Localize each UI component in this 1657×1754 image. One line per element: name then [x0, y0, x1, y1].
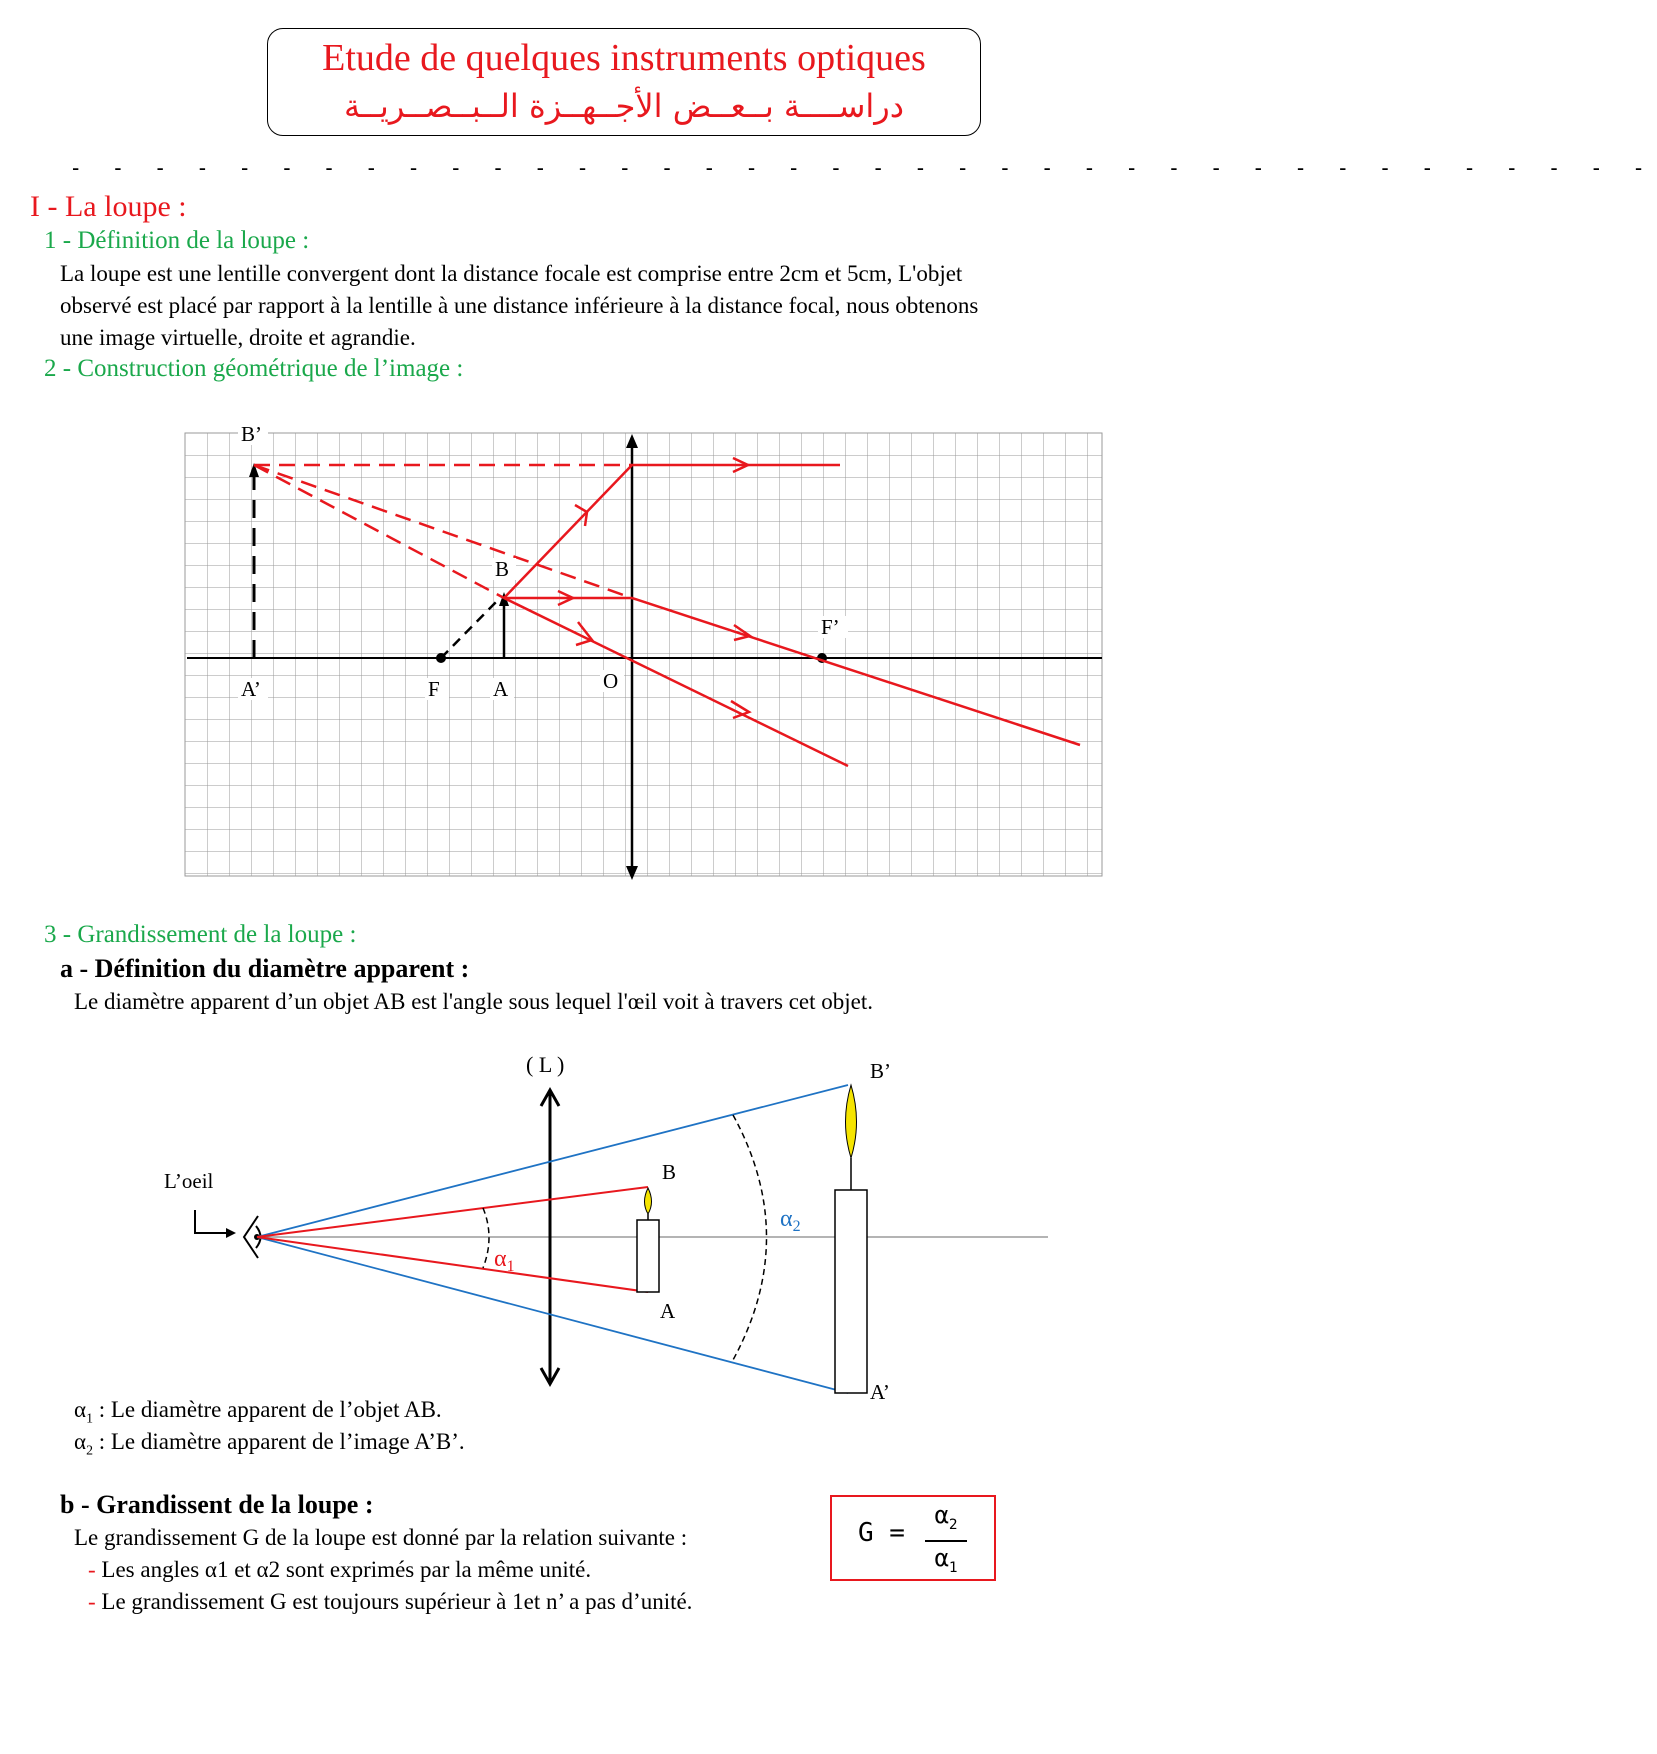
red-ray-top — [257, 1187, 648, 1237]
red-ray-bottom — [257, 1237, 648, 1292]
section-title-loupe: I - La loupe : — [30, 190, 187, 223]
formula-denominator: $\alpha_1$ — [934, 1543, 958, 1576]
label-a: A — [660, 1299, 676, 1323]
label-f: F — [428, 677, 440, 701]
formula-fraction — [925, 1500, 967, 1584]
subsection-construction: 2 - Construction géométrique de l’image : — [44, 355, 464, 382]
candle-image — [835, 1190, 867, 1393]
page-title: Etude de quelques instruments optiques — [322, 37, 926, 79]
candle-object — [637, 1220, 659, 1292]
label-o: O — [603, 669, 619, 693]
page-title-arabic: دراســــة بــعــض الأجــهــزة الــبــصــريــة — [344, 87, 904, 125]
focus-f-point — [436, 653, 446, 663]
apparent-diameter-diagram — [0, 1030, 1240, 1410]
alpha1-label: $\alpha_1$ — [494, 1246, 515, 1275]
candle-flame-icon — [645, 1188, 652, 1214]
grid-background — [185, 433, 1102, 876]
blue-ray-bottom — [257, 1237, 848, 1393]
label-b: B — [662, 1160, 677, 1184]
eye-label: L’oeil — [164, 1169, 214, 1193]
separator: - - - - - - - - - - - - - - - - - - - - - - - - - - - - - - - - - - - - - - — [72, 155, 1657, 180]
subsection-definition: 1 - Définition de la loupe : — [44, 227, 310, 254]
label-b-prime: B’ — [241, 422, 262, 446]
formula-numerator: $\alpha_2$ — [925, 1500, 967, 1542]
subsection-grandissement: 3 - Grandissement de la loupe : — [44, 921, 357, 948]
definition-line-2: observé est placé par rapport à la lentille à une distance inférieure à la distance focal, nous obtenons — [60, 293, 979, 318]
alpha2-label: $\alpha_2$ — [780, 1206, 801, 1235]
alpha1-arc — [483, 1208, 489, 1268]
diametre-apparent-text: Le diamètre apparent d’un objet AB est l'angle sous lequel l'œil voit à travers cet objet. — [74, 989, 873, 1014]
label-a-prime: A’ — [241, 677, 261, 701]
label-f-prime: F’ — [821, 615, 840, 639]
label-b-prime: B’ — [870, 1059, 891, 1083]
eye-pointer-arrowhead — [226, 1228, 236, 1238]
label-b: B — [495, 557, 510, 581]
heading-diametre-apparent: a - Définition du diamètre apparent : — [60, 954, 470, 983]
blue-ray-top — [257, 1085, 848, 1237]
label-a-prime: A’ — [870, 1380, 890, 1404]
legend-alpha2: $\alpha_2$ : Le diamètre apparent de l’image A’B’. — [74, 1429, 465, 1458]
formula-box — [830, 1495, 996, 1581]
label-a: A — [493, 677, 509, 701]
candle-image-flame-icon — [846, 1085, 857, 1158]
definition-line-1: La loupe est une lentille convergent dont la distance focale est comprise entre 2cm et 5cm, L'objet — [60, 261, 963, 286]
heading-grandissement-loupe: b - Grandissent de la loupe : — [60, 1490, 374, 1519]
definition-line-3: une image virtuelle, droite et agrandie. — [60, 325, 416, 350]
bullet-unite: - Les angles α1 et α2 sont exprimés par la même unité. — [88, 1557, 592, 1582]
formula-lhs: G = — [858, 1518, 905, 1548]
lens-label: ( L ) — [526, 1052, 565, 1077]
legend-alpha1: $\alpha_1$ : Le diamètre apparent de l’objet AB. — [74, 1397, 442, 1426]
bullet-superieur: - Le grandissement G est toujours supérieur à 1et n’ a pas d’unité. — [88, 1589, 693, 1614]
grandissement-text: Le grandissement G de la loupe est donné par la relation suivante : — [74, 1525, 688, 1550]
